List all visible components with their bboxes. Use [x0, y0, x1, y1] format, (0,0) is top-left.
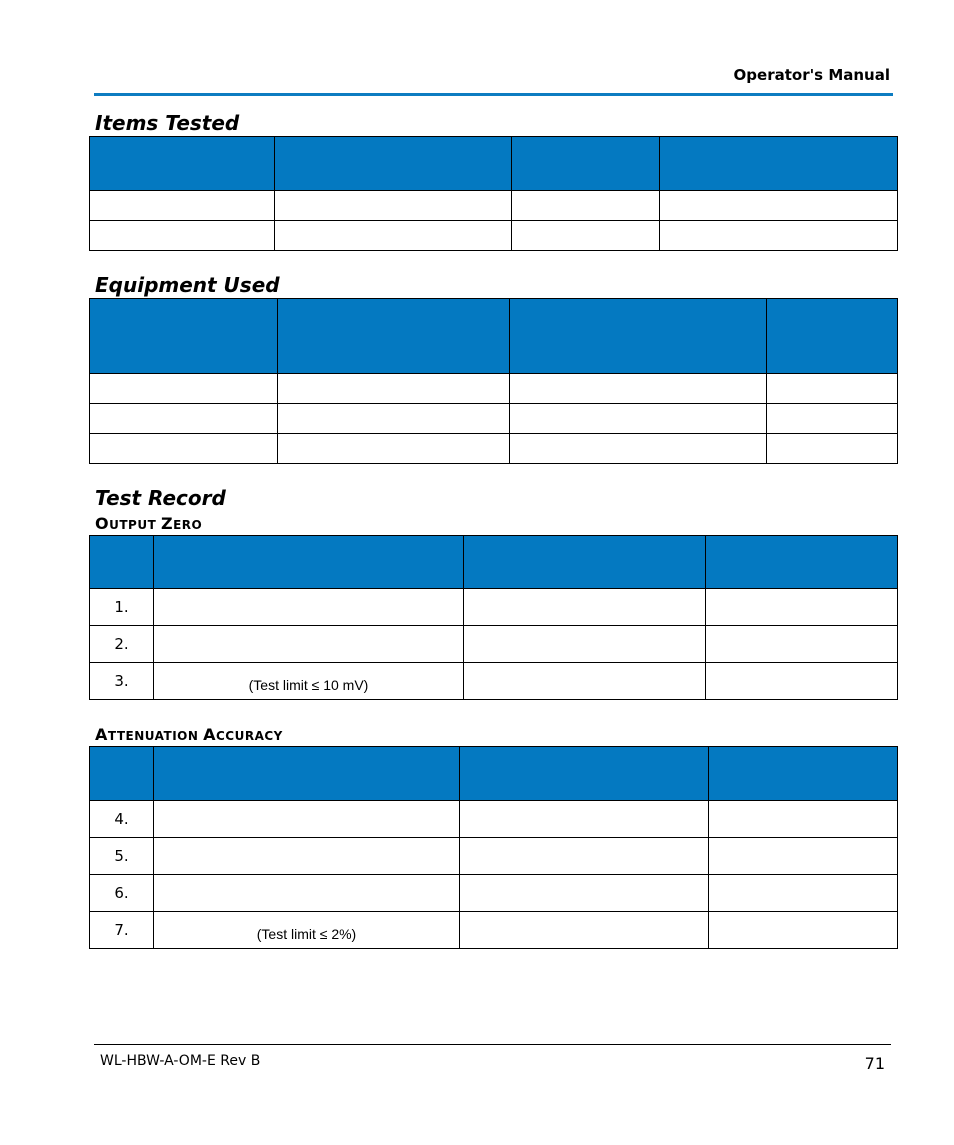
test-limit-note: (Test limit ≤ 10 mV) — [154, 663, 464, 700]
output-zero-heading — [95, 514, 202, 533]
table-header-row — [90, 747, 898, 801]
items-tested-table — [89, 136, 898, 251]
table-cell[interactable] — [660, 191, 898, 221]
table-cell[interactable] — [709, 875, 898, 912]
items-tested-heading: Items Tested — [95, 111, 240, 135]
test-limit-note — [154, 801, 460, 838]
heading-rest: CCURACY — [215, 729, 283, 743]
table-row — [90, 838, 898, 875]
header-cell — [90, 137, 275, 191]
output-zero-table — [89, 535, 898, 700]
table-cell[interactable] — [706, 626, 898, 663]
header-cell — [660, 137, 898, 191]
heading-rest: TTENUATION — [107, 729, 204, 743]
page-number: 71 — [864, 1054, 885, 1073]
table-cell[interactable] — [767, 374, 898, 404]
header-cell — [464, 536, 706, 589]
table-cell[interactable] — [767, 404, 898, 434]
header-cell — [154, 536, 464, 589]
row-number: 6. — [90, 875, 154, 912]
heading-rest: ERO — [173, 518, 203, 532]
equipment-used-heading: Equipment Used — [95, 273, 280, 297]
header-cell — [709, 747, 898, 801]
table-cell[interactable] — [460, 838, 709, 875]
header-cell — [90, 536, 154, 589]
equipment-used-table — [89, 298, 898, 464]
table-cell[interactable] — [275, 191, 512, 221]
table-cell[interactable] — [90, 434, 278, 464]
table-cell[interactable] — [460, 912, 709, 949]
table-cell[interactable] — [460, 875, 709, 912]
table-cell[interactable] — [90, 404, 278, 434]
table-cell[interactable] — [510, 374, 767, 404]
table-row — [90, 434, 898, 464]
table-cell[interactable] — [709, 912, 898, 949]
header-divider — [94, 93, 893, 96]
header-cell — [154, 747, 460, 801]
test-record-heading: Test Record — [95, 486, 226, 510]
table-row — [90, 875, 898, 912]
table-row — [90, 626, 898, 663]
row-number: 4. — [90, 801, 154, 838]
table-row — [90, 404, 898, 434]
footer-divider — [94, 1044, 891, 1045]
table-cell[interactable] — [709, 838, 898, 875]
header-cell — [767, 299, 898, 374]
row-number: 3. — [90, 663, 154, 700]
table-row — [90, 191, 898, 221]
heading-initial: A — [203, 725, 216, 744]
heading-initial: A — [95, 725, 108, 744]
test-limit-note — [154, 838, 460, 875]
table-cell[interactable] — [278, 404, 510, 434]
table-cell[interactable] — [512, 221, 660, 251]
header-cell — [512, 137, 660, 191]
table-cell[interactable] — [767, 434, 898, 464]
table-cell[interactable] — [464, 626, 706, 663]
table-row — [90, 374, 898, 404]
table-cell[interactable] — [90, 221, 275, 251]
table-row — [90, 663, 898, 700]
table-cell[interactable] — [706, 663, 898, 700]
header-cell — [510, 299, 767, 374]
heading-rest: UTPUT — [109, 518, 161, 532]
table-row — [90, 801, 898, 838]
table-cell[interactable] — [709, 801, 898, 838]
header-cell — [90, 299, 278, 374]
header-cell — [460, 747, 709, 801]
table-cell[interactable] — [464, 589, 706, 626]
row-number: 5. — [90, 838, 154, 875]
row-number: 7. — [90, 912, 154, 949]
table-cell[interactable] — [464, 663, 706, 700]
test-limit-note — [154, 589, 464, 626]
table-header-row — [90, 536, 898, 589]
table-header-row — [90, 299, 898, 374]
header-cell — [278, 299, 510, 374]
table-cell[interactable] — [278, 374, 510, 404]
table-cell[interactable] — [278, 434, 510, 464]
row-number: 2. — [90, 626, 154, 663]
header-cell — [706, 536, 898, 589]
table-cell[interactable] — [460, 801, 709, 838]
table-cell[interactable] — [275, 221, 512, 251]
table-row — [90, 912, 898, 949]
test-limit-note — [154, 626, 464, 663]
table-row — [90, 589, 898, 626]
table-cell[interactable] — [90, 374, 278, 404]
header-cell — [275, 137, 512, 191]
table-row — [90, 221, 898, 251]
header-cell — [90, 747, 154, 801]
table-cell[interactable] — [512, 191, 660, 221]
manual-title: Operator's Manual — [733, 66, 890, 84]
row-number: 1. — [90, 589, 154, 626]
test-limit-note: (Test limit ≤ 2%) — [154, 912, 460, 949]
heading-initial: Z — [160, 514, 174, 533]
heading-initial: O — [95, 514, 110, 533]
table-header-row — [90, 137, 898, 191]
table-cell[interactable] — [706, 589, 898, 626]
table-cell[interactable] — [90, 191, 275, 221]
attenuation-accuracy-table — [89, 746, 898, 949]
table-cell[interactable] — [510, 404, 767, 434]
test-limit-note — [154, 875, 460, 912]
table-cell[interactable] — [660, 221, 898, 251]
table-cell[interactable] — [510, 434, 767, 464]
document-id: WL-HBW-A-OM-E Rev B — [100, 1053, 261, 1069]
attenuation-accuracy-heading — [95, 725, 283, 744]
